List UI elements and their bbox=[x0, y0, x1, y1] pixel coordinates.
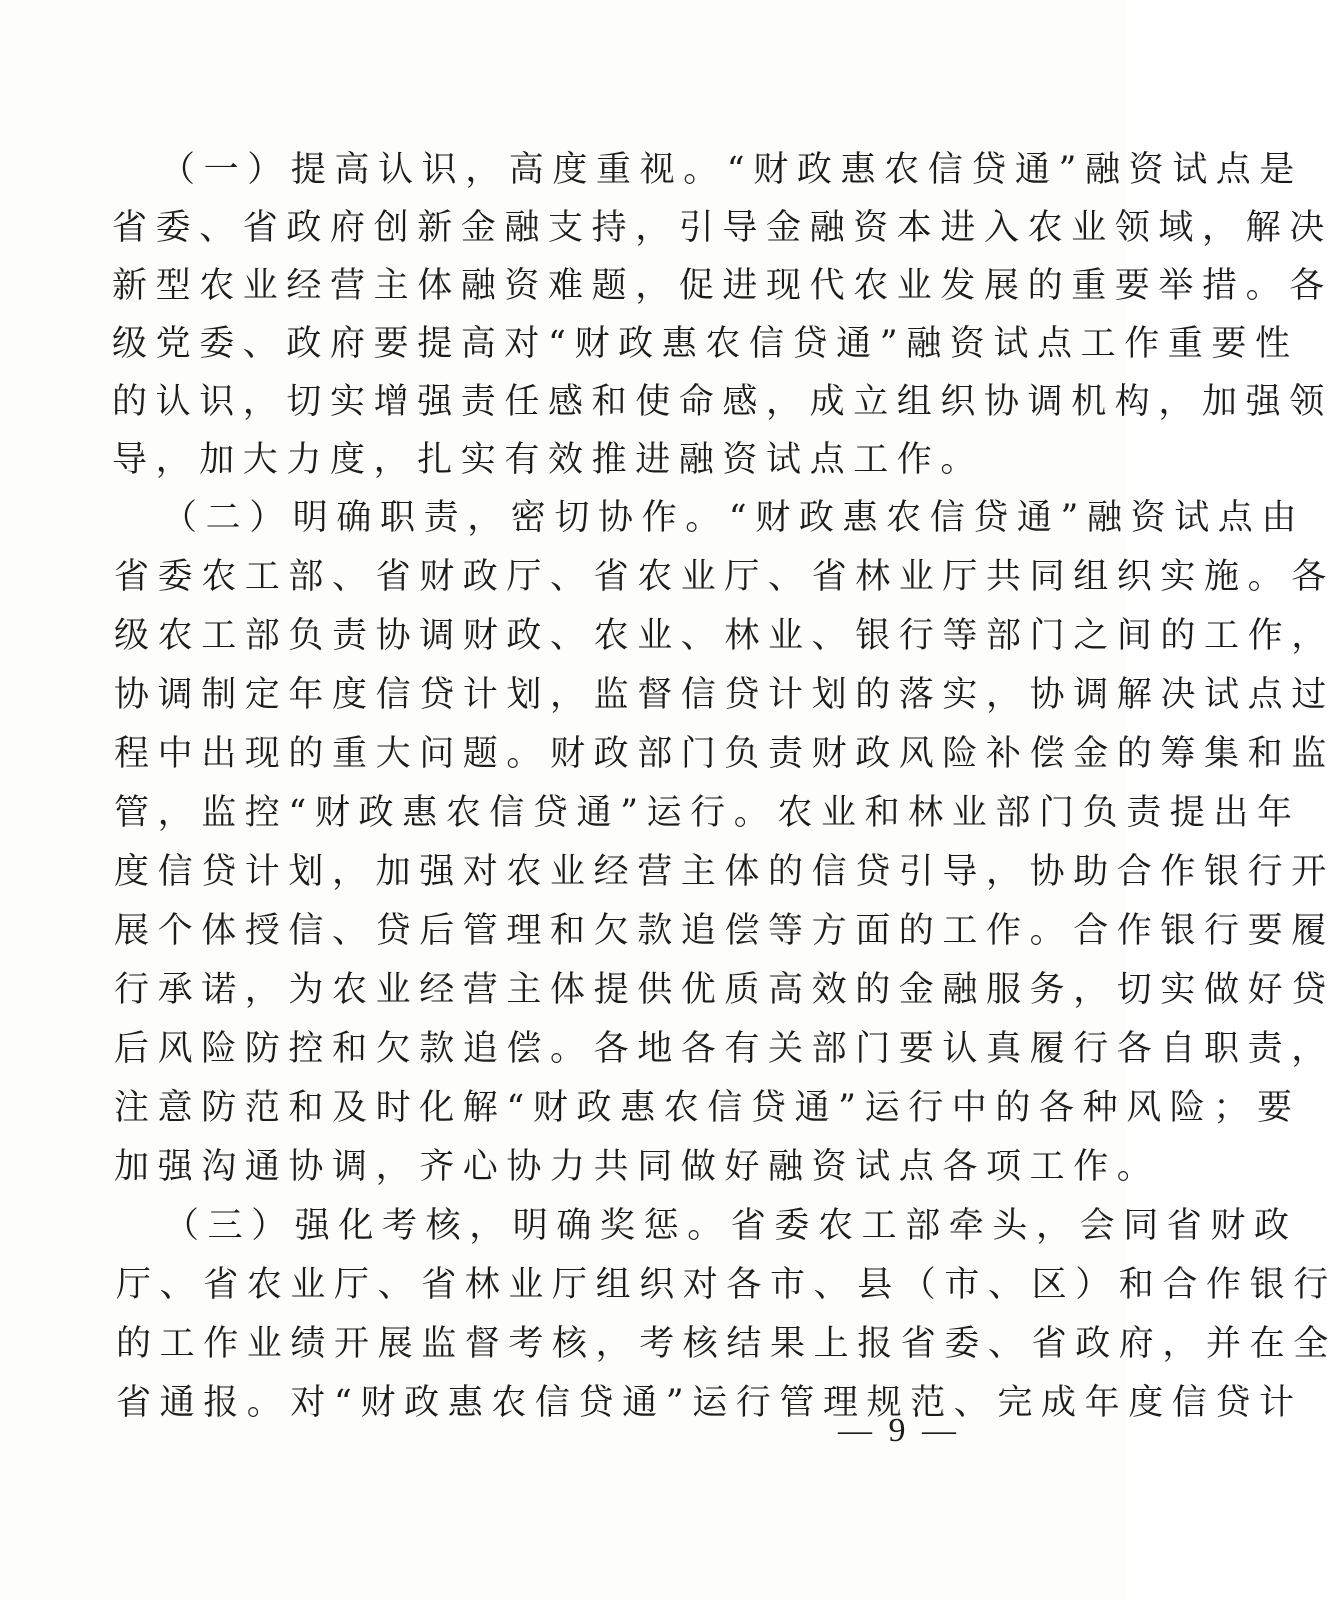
text-line: （一）提高认识，高度重视。“财政惠农信贷通”融资试点是 bbox=[160, 150, 1303, 190]
text-line: 后风险防控和欠款追偿。各地各有关部门要认真履行各自职责， bbox=[114, 1029, 1335, 1069]
text-line: （二）明确职责，密切协作。“财政惠农信贷通”融资试点由 bbox=[162, 498, 1305, 538]
text-line: 的工作业绩开展监督考核，考核结果上报省委、省政府，并在全 bbox=[116, 1324, 1337, 1364]
text-line: 行承诺，为农业经营主体提供优质高效的金融服务，切实做好贷 bbox=[114, 970, 1335, 1010]
text-line: 程中出现的重大问题。财政部门负责财政风险补偿金的筹集和监 bbox=[114, 734, 1335, 774]
text-line: 级党委、政府要提高对“财政惠农信贷通”融资试点工作重要性 bbox=[112, 324, 1299, 364]
text-line: 管，监控“财政惠农信贷通”运行。农业和林业部门负责提出年 bbox=[114, 793, 1301, 833]
page-number: — 9 — bbox=[838, 1412, 960, 1449]
text-line: 省通报。对“财政惠农信贷通”运行管理规范、完成年度信贷计 bbox=[116, 1383, 1303, 1423]
text-line: 度信贷计划，加强对农业经营主体的信贷引导，协助合作银行开 bbox=[114, 852, 1335, 892]
text-line: 厅、省农业厅、省林业厅组织对各市、县（市、区）和合作银行 bbox=[116, 1265, 1337, 1305]
text-line: 导，加大力度，扎实有效推进融资试点工作。 bbox=[112, 440, 985, 480]
text-line: 级农工部负责协调财政、农业、林业、银行等部门之间的工作， bbox=[114, 616, 1335, 656]
text-line: 注意防范和及时化解“财政惠农信贷通”运行中的各种风险；要 bbox=[114, 1088, 1301, 1128]
text-line: 新型农业经营主体融资难题，促进现代农业发展的重要举措。各 bbox=[112, 266, 1333, 306]
text-line: 的认识，切实增强责任感和使命感，成立组织协调机构，加强领 bbox=[112, 382, 1333, 422]
text-line: 加强沟通协调，齐心协力共同做好融资试点各项工作。 bbox=[114, 1147, 1161, 1187]
text-line: （三）强化考核，明确奖惩。省委农工部牵头，会同省财政 bbox=[164, 1206, 1298, 1246]
text-line: 协调制定年度信贷计划，监督信贷计划的落实，协调解决试点过 bbox=[114, 675, 1335, 715]
text-line: 展个体授信、贷后管理和欠款追偿等方面的工作。合作银行要履 bbox=[114, 911, 1335, 951]
text-line: 省委农工部、省财政厅、省农业厅、省林业厅共同组织实施。各 bbox=[114, 557, 1335, 597]
text-line: 省委、省政府创新金融支持，引导金融资本进入农业领域，解决 bbox=[112, 208, 1333, 248]
